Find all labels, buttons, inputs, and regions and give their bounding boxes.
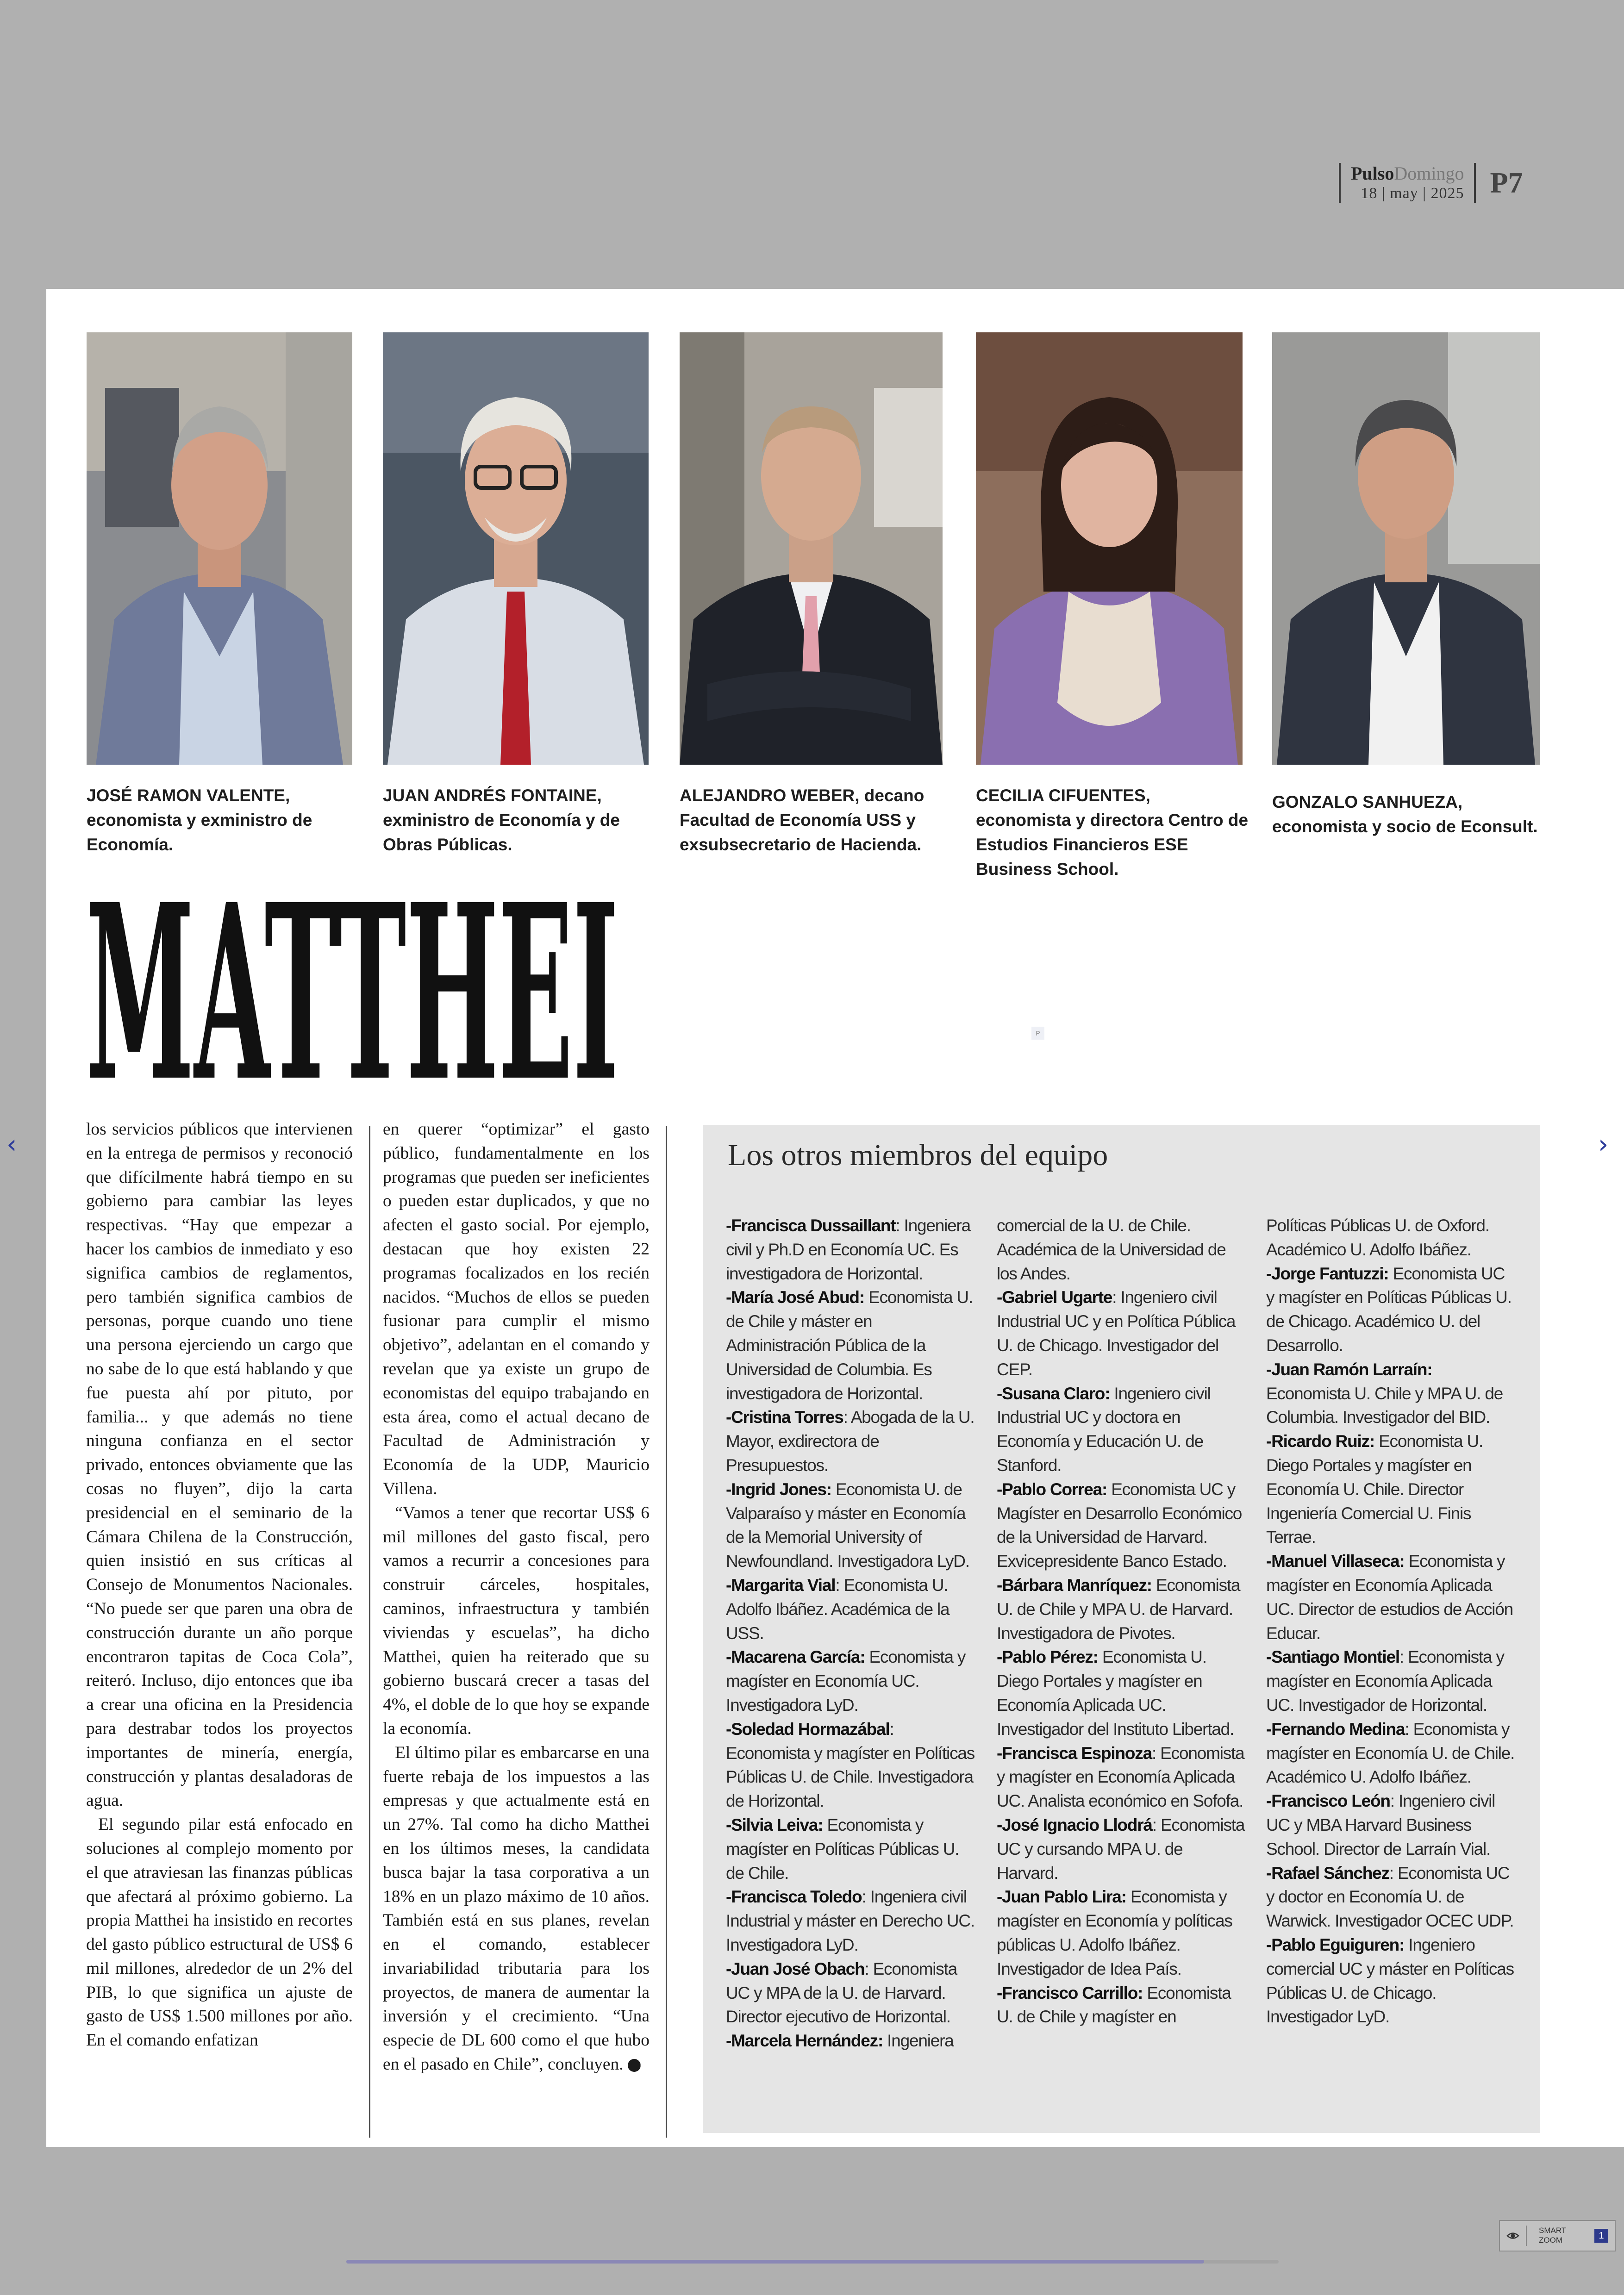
team-member-name: -Juan José Obach [726, 1959, 865, 1978]
caption-cifuentes: CECILIA CIFUENTES, economista y directora Centro de Estudios Financieros ESE Business School. [976, 786, 1249, 879]
team-member-desc: Economista y magíster en Economía UC. Investigadora LyD. [726, 1647, 966, 1715]
masthead [1339, 163, 1523, 203]
team-member-entry [726, 1573, 976, 1645]
team-member-desc: Ingeniera [883, 2031, 954, 2051]
team-member-name: -Santiago Montiel [1266, 1647, 1399, 1667]
team-member-desc: Economista y magíster en Economía Aplicada UC. Director de estudios de Acción Educar. [1266, 1552, 1513, 1643]
team-member-desc: Economista U. Diego Portales y magíster en Economía U. Chile. Director Ingeniería Comercial U. Finis Terrae. [1266, 1432, 1483, 1547]
team-column-3 [1266, 1214, 1516, 2029]
team-member-entry [997, 1382, 1247, 1478]
team-member-desc: : Economista y magíster en Políticas Públicas U. de Chile. Investigadora de Horizontal. [726, 1719, 975, 1811]
team-member-desc: : Ingeniera civil y Ph.D en Economía UC. Es investigadora de Horizontal. [726, 1216, 971, 1283]
next-page-chevron-icon[interactable]: › [1598, 1129, 1609, 1160]
caption-valente: JOSÉ RAMON VALENTE, economista y exministro de Economía. [87, 786, 312, 854]
brand-light: Domingo [1394, 163, 1464, 184]
article-paragraph: en querer “optimizar” el gasto público, fundamentalmente en los programas que pueden ser ineficientes o pueden estar duplicados, y que no afecten el gasto social. Por ejemplo, destacan que hoy existen 22 programas focalizados en los recién nacidos. “Muchos de ellos se pueden fusionar para cumplir el mismo objetivo”, adelantan en el comando y revelan que ya existe un grupo de economistas del equipo trabajando en esta área, como el actual decano de Facultad de Administración y Economía de la UDP, Mauricio Villena. [383, 1120, 650, 1498]
portrait-photo-cifuentes [976, 332, 1243, 765]
page-scrollbar-thumb[interactable] [346, 2260, 1204, 2264]
brand-bold: Pulso [1351, 163, 1394, 184]
team-member-desc: : Economista UC y doctor en Economía U. de Warwick. Investigador OCEC UDP. [1266, 1863, 1514, 1931]
team-member-name: -Francisco Carrillo: [997, 1983, 1143, 2002]
team-member-name: -Ingrid Jones: [726, 1479, 831, 1499]
smart-zoom-value: 1 [1594, 2229, 1608, 2243]
team-member-desc: Economista U. Diego Portales y magíster en Economía Aplicada UC. Investigador del Instituto Libertad. [997, 1647, 1234, 1739]
team-column-2 [997, 1214, 1247, 2029]
team-member-entry [726, 2029, 976, 2053]
smart-zoom-label-line1: SMART [1539, 2226, 1567, 2235]
team-member-desc: Ingeniero comercial UC y máster en Políticas Públicas U. de Chicago. Investigador LyD. [1266, 1935, 1514, 2027]
headline [86, 874, 618, 1105]
headline-text: MATTHEI [86, 874, 618, 1105]
caption-fontaine: JUAN ANDRÉS FONTAINE, exministro de Economía y de Obras Públicas. [383, 786, 620, 854]
article-paragraph [383, 1741, 650, 2077]
eye-icon [1506, 2229, 1519, 2242]
team-sidebar [703, 1125, 1540, 2133]
team-member-entry [1266, 1549, 1516, 1645]
masthead-divider [1474, 163, 1476, 203]
team-member-name: -Rafael Sánchez [1266, 1863, 1389, 1883]
team-member-desc: Economista UC y Magíster en Desarrollo Económico de la Universidad de Harvard. Exvicepresidente Banco Estado. [997, 1479, 1242, 1571]
article-column-1 [86, 1117, 353, 2052]
team-member-name: -Francisca Dussaillant [726, 1216, 896, 1235]
team-member-name: -Francisca Toledo [726, 1887, 862, 1907]
team-member-continued: Políticas Públicas U. de Oxford. Académico U. Adolfo Ibáñez. [1266, 1216, 1489, 1259]
smart-zoom-button[interactable] [1499, 2220, 1616, 2251]
brand-logo [1351, 164, 1464, 183]
smart-zoom-divider [1526, 2226, 1527, 2246]
team-member-name: -Ricardo Ruiz: [1266, 1432, 1374, 1451]
team-member-name: -Manuel Villaseca: [1266, 1552, 1405, 1571]
team-member-desc: Economista U. Chile y MPA U. de Columbia. Investigador del BID. [1266, 1384, 1503, 1427]
team-member-name: -Fernando Medina [1266, 1719, 1405, 1739]
portrait-photo-weber [680, 332, 943, 765]
team-member-desc: Economista U. de Chile y MPA U. de Harvard. Investigadora de Pivotes. [997, 1575, 1240, 1643]
article-paragraph: El segundo pilar está enfocado en soluciones al complejo momento por el que atraviesan las finanzas públicas que afectará al próximo gobierno. La propia Matthei ha insistido en recortes del gasto público estructural de US$ 6 mil millones, alrededor de un 2% del PIB, lo que significa un ajuste de gasto de US$ 1.500 millones por año. En el comando enfatizan [86, 1815, 353, 2050]
team-member-name: -Pablo Pérez: [997, 1647, 1098, 1667]
previous-page-chevron-icon[interactable]: ‹ [6, 1129, 17, 1160]
article-paragraph: los servicios públicos que intervienen en la entrega de permisos y reconoció que difícilmente habrá tiempo en su gobierno para cambiar las leyes respectivas. “Hay que empezar a hacer los cambios de inmediato y eso significa cambios de reglamentos, pero también significa cambios de personas, porque cuando uno tiene una persona ejerciendo un cargo que no sabe de lo que está hablando y que fue puesta ahí por pituto, por familia... y que además no tiene ninguna confianza en el sector privado, entonces obviamente que las cosas no fluyen”, dijo la carta presidencial en el seminario de la Cámara Chilena de la Construcción, quien insistió en sus críticas al Consejo de Monumentos Nacionales. “No puede ser que paren una obra de construcción durante un año porque encontraron tapitas de Coca Cola”, reiteró. Incluso, dijo entonces que iba a crear una oficina en la Presidencia para destrabar todos los proyectos importantes de minería, energía, construcción y plantas desaladoras de agua. [86, 1120, 353, 1810]
team-member-entry [1266, 1262, 1516, 1358]
team-member-entry [726, 1957, 976, 2029]
team-member-name: -Francisco León [1266, 1791, 1390, 1811]
article-column-2 [383, 1117, 650, 2077]
article-paragraph: “Vamos a tener que recortar US$ 6 mil millones del gasto fiscal, pero vamos a recurrir a concesiones para construir cárceles, hospitales, caminos, infraestructura y también viviendas y escuelas”, ha dicho Matthei, quien ha reiterado que su gobierno buscará crecer a tasas del 4%, el doble de lo que hoy se expande la economía. [383, 1503, 650, 1738]
smart-zoom-label [1539, 2226, 1566, 2245]
team-member-entry [997, 1573, 1247, 1645]
team-member-name: -María José Abud: [726, 1288, 864, 1307]
team-member-desc: : Economista y magíster en Economía Aplicada UC. Analista económico en Sofofa. [997, 1743, 1244, 1811]
team-member-desc: : Ingeniero civil UC y MBA Harvard Business School. Director de Larraín Vial. [1266, 1791, 1495, 1858]
team-member-name: -Margarita Vial [726, 1575, 836, 1595]
team-member-desc: : Economista y magíster en Economía Aplicada UC. Investigador de Horizontal. [1266, 1647, 1504, 1715]
team-member-desc: Economista U. de Valparaíso y máster en Economía de la Memorial University of Newfoundland. Investigadora LyD. [726, 1479, 969, 1571]
team-member-entry [726, 1645, 976, 1717]
team-member-entry [1266, 1358, 1516, 1429]
team-member-name: -Marcela Hernández: [726, 2031, 883, 2051]
team-member-entry [726, 1214, 976, 1285]
team-member-name: -Juan Ramón Larraín: [1266, 1360, 1432, 1379]
issue-date: 18 | may | 2025 [1361, 185, 1464, 202]
team-member-name: -Soledad Hormazábal [726, 1719, 890, 1739]
team-member-entry [726, 1285, 976, 1405]
team-member-entry [1266, 1861, 1516, 1933]
team-member-desc: Ingeniero civil Industrial UC y doctora en Economía y Educación U. de Stanford. [997, 1384, 1211, 1475]
team-member-desc: Economista U. de Chile y máster en Administración Pública de la Universidad de Columbia. Es investigadora de Horizontal. [726, 1288, 973, 1403]
team-member-desc: : Ingeniera civil Industrial y máster en Derecho UC. Investigadora LyD. [726, 1887, 975, 1954]
team-member-entry [997, 1478, 1247, 1573]
team-member-name: -Pablo Eguiguren: [1266, 1935, 1405, 1954]
team-member-entry [1266, 1933, 1516, 2029]
team-member-desc: Economista y magíster en Políticas Públicas U. de Chile. [726, 1815, 959, 1883]
page-number: P7 [1490, 166, 1523, 199]
portrait-photo-sanhueza [1272, 332, 1540, 765]
team-member-desc: : Economista y magíster en Economía U. de Chile. Académico U. Adolfo Ibáñez. [1266, 1719, 1515, 1787]
team-member-entry [997, 1981, 1247, 2029]
team-member-entry [1266, 1789, 1516, 1861]
portrait-photo-valente [87, 332, 352, 765]
smart-zoom-label-line2: ZOOM [1539, 2236, 1562, 2245]
column-rule [369, 1126, 370, 2138]
team-member-desc: : Abogada de la U. Mayor, exdirectora de Presupuestos. [726, 1408, 974, 1475]
team-member-desc: Economista y magíster en Economía y políticas públicas U. Adolfo Ibáñez. Investigador de Idea País. [997, 1887, 1232, 1978]
team-member-entry [726, 1813, 976, 1885]
column-rule [666, 1126, 667, 2138]
team-member-name: -Silvia Leiva: [726, 1815, 823, 1834]
article-paragraph-text: El último pilar es embarcarse en una fuerte rebaja de los impuestos a las empresas y que actualmente está en un 27%. Tal como ha dicho Matthei en los últimos meses, la candidata busca bajar la tasa corporativa a un 18% en un plazo máximo de 10 años. También está en sus planes, revelan en el comando, establecer invariabilidad tributaria para los proyectos, de manera de aumentar la inversión y el crecimiento. “Una especie de DL 600 como el que hubo en el pasado en Chile”, concluyen. [383, 1743, 650, 2074]
team-member-desc: : Economista UC y MPA de la U. de Harvard. Director ejecutivo de Horizontal. [726, 1959, 957, 2027]
team-member-name: -Jorge Fantuzzi: [1266, 1264, 1389, 1283]
portrait-photo-fontaine [383, 332, 649, 765]
team-member-name: -José Ignacio Llodrá [997, 1815, 1152, 1834]
masthead-block [1341, 164, 1474, 201]
team-member-continued: comercial de la U. de Chile. Académica de la Universidad de los Andes. [997, 1216, 1226, 1283]
team-member-entry [997, 1741, 1247, 1813]
team-member-name: -Macarena García: [726, 1647, 865, 1667]
team-member-name: -Cristina Torres [726, 1408, 843, 1427]
caption-weber: ALEJANDRO WEBER, decano Facultad de Economía USS y exsubsecretario de Hacienda. [680, 786, 924, 854]
team-member-entry [1266, 1645, 1516, 1717]
team-member-desc: : Ingeniero civil Industrial UC y en Política Pública U. de Chicago. Investigador del CEP. [997, 1288, 1236, 1379]
team-member-entry [997, 1645, 1247, 1741]
team-member-desc: : Economista U. Adolfo Ibáñez. Académica de la USS. [726, 1575, 949, 1643]
team-member-entry [997, 1813, 1247, 1885]
team-member-desc: Economista UC y magíster en Políticas Públicas U. de Chicago. Académico U. del Desarrollo. [1266, 1264, 1512, 1355]
team-member-name: -Gabriel Ugarte [997, 1288, 1112, 1307]
team-sidebar-title: Los otros miembros del equipo [728, 1138, 1108, 1172]
team-member-entry [726, 1478, 976, 1573]
team-member-entry [726, 1717, 976, 1813]
page-marker: P [1031, 1027, 1044, 1040]
team-member-entry [726, 1405, 976, 1477]
team-member-name: -Bárbara Manríquez: [997, 1575, 1152, 1595]
team-column-1 [726, 1214, 976, 2053]
caption-sanhueza: GONZALO SANHUEZA, economista y socio de Econsult. [1272, 792, 1538, 836]
newspaper-page [46, 289, 1624, 2147]
team-member-name: -Francisca Espinoza [997, 1743, 1152, 1763]
end-mark-icon: P [628, 2059, 641, 2072]
team-member-entry [1266, 1717, 1516, 1789]
team-member-name: -Susana Claro: [997, 1384, 1110, 1403]
team-member-entry [997, 1285, 1247, 1381]
team-member-desc: : Economista UC y cursando MPA U. de Harvard. [997, 1815, 1245, 1883]
team-member-entry [726, 1885, 976, 1957]
team-member-entry [997, 1885, 1247, 1981]
team-member-desc: Economista U. de Chile y magíster en [997, 1983, 1231, 2027]
team-member-name: -Pablo Correa: [997, 1479, 1107, 1499]
team-member-entry [1266, 1429, 1516, 1549]
team-member-name: -Juan Pablo Lira: [997, 1887, 1126, 1907]
